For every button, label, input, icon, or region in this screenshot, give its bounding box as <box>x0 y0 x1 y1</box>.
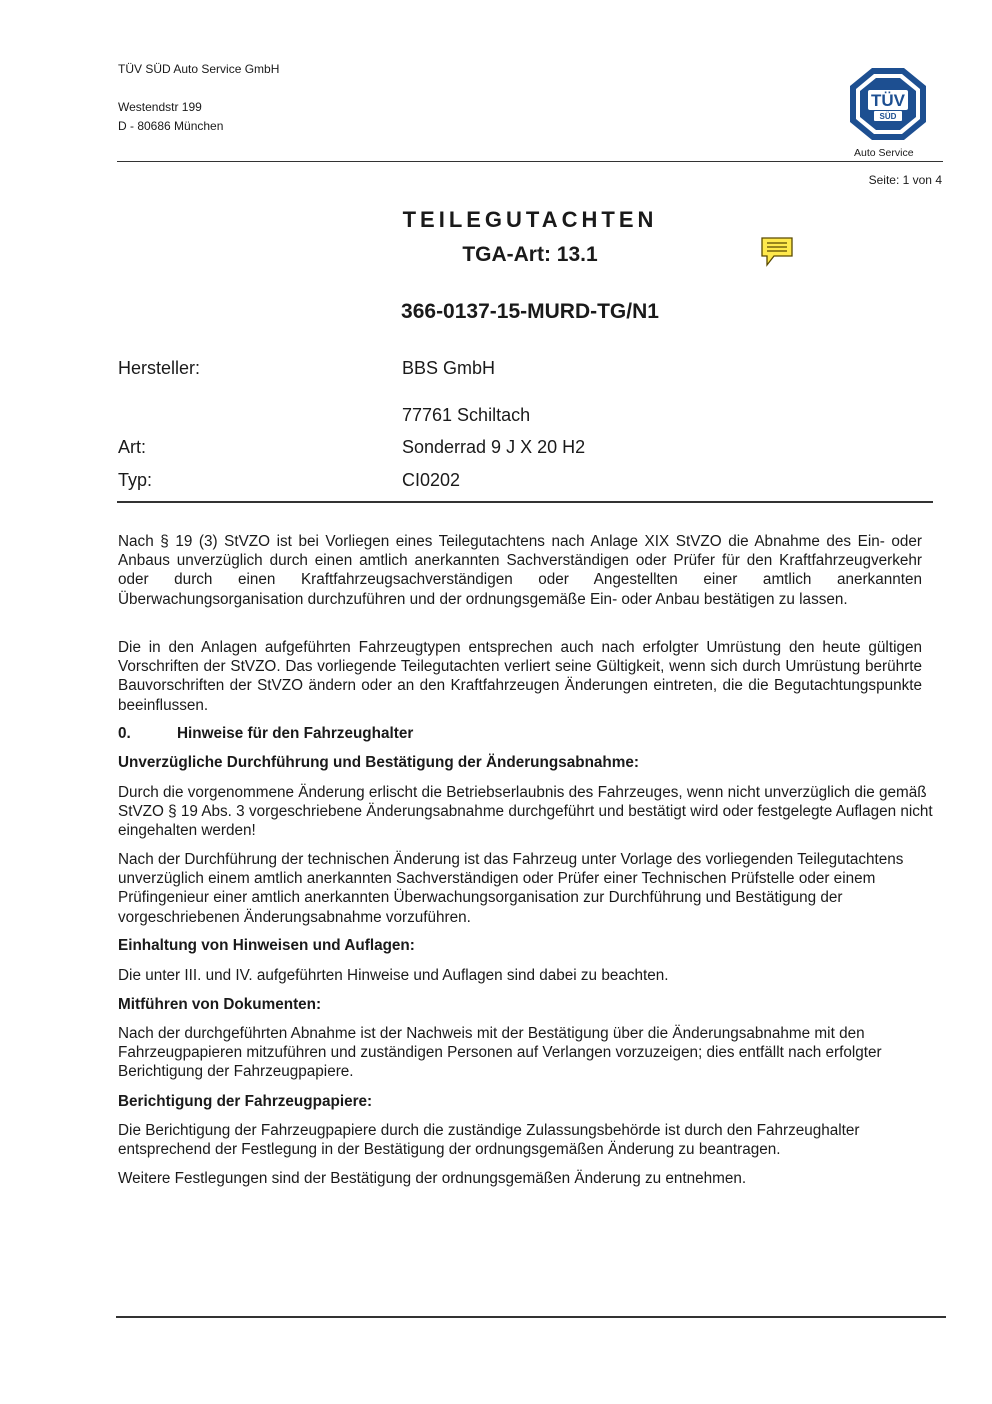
manufacturer-address: 77761 Schiltach <box>402 405 531 425</box>
paragraph-legal-basis: Nach § 19 (3) StVZO ist bei Vorliegen eines Teilegutachtens nach Anlage XIX StVZO die Abnahme des Ein- oder Anbaus unverzüglich durch einen amtlich anerkannten Sachverständigen oder Prüfer für den Kraftfahrzeugverkehr oder durch einen Kraftfahrzeugsachverständigen oder Angestellten einer amtlich anerkannten Überwachungsorganisation durchzuführen und der ordnungsgemäße Ein- oder Anbau bestätigen zu lassen. <box>118 533 922 608</box>
tga-art: TGA-Art: 13.1 <box>462 243 598 266</box>
header-divider <box>117 161 943 162</box>
svg-text:SÜD: SÜD <box>879 112 897 121</box>
page-indicator: Seite: 1 von 4 <box>868 173 942 187</box>
tuev-sued-logo <box>848 64 944 160</box>
footer-divider <box>116 1316 946 1318</box>
company-city: D - 80686 München <box>118 119 224 133</box>
art-value: Sonderrad 9 J X 20 H2 <box>402 437 586 457</box>
comment-note-icon[interactable] <box>760 236 794 268</box>
fields-divider <box>117 501 933 503</box>
manufacturer-name: BBS GmbH <box>402 358 496 378</box>
logo-caption: Auto Service <box>854 147 914 159</box>
paragraph-documents: Nach der durchgeführten Abnahme ist der Nachweis mit der Bestätigung über die Änderungsabnahme mit den Fahrzeugpapieren mitzuführen und zuständigen Personen auf Verlangen vorzuzeigen; dies entfällt nach erfolgter Berichtigung der Fahrzeugpapiere. <box>118 1025 882 1081</box>
heading-vehicle-papers: Berichtigung der Fahrzeugpapiere: <box>118 1093 373 1110</box>
paragraph-vehicle-papers: Die Berichtigung der Fahrzeugpapiere durch die zuständige Zulassungsbehörde ist durch den Fahrzeughalter entsprechend der Festlegung in der Bestätigung der ordnungsgemäßen Änderung zu beantragen. <box>118 1122 860 1159</box>
svg-text:TÜV: TÜV <box>871 91 905 110</box>
section-number: 0. <box>118 725 131 742</box>
heading-acceptance: Unverzügliche Durchführung und Bestätigung der Änderungsabnahme: <box>118 754 639 771</box>
paragraph-inspection: Nach der Durchführung der technischen Änderung ist das Fahrzeug unter Vorlage des vorliegenden Teilegutachtens unverzüglich einem amtlich anerkannten Sachverständigen oder Prüfer einer Technischen Prüfstelle oder einem Prüfingenieur einer amtlich anerkannten Überwachungsorganisation zur Durchführung und Bestätigung der vorgeschriebenen Änderungsabnahme vorzuführen. <box>118 851 904 926</box>
paragraph-validity: Die in den Anlagen aufgeführten Fahrzeugtypen entsprechen auch nach erfolgter Umrüstung den heute gültigen Vorschriften der StVZO. Das vorliegende Teilegutachten verliert seine Gültigkeit, wenn sich durch Umrüstung berührte Bauvorschriften der StVZO ändern oder an den Kraftfahrzeugen Änderungen eintreten, die die Begutachtungspunkte beeinflussen. <box>118 639 922 714</box>
manufacturer-label: Hersteller: <box>118 358 201 378</box>
paragraph-operating-permit: Durch die vorgenommene Änderung erlischt die Betriebserlaubnis des Fahrzeuges, wenn nicht unverzüglich die gemäß StVZO § 19 Abs. 3 vorgeschriebene Änderungsabnahme durchgeführt und bestätigt wird oder festgelegte Auflagen nicht eingehalten werden! <box>118 784 933 840</box>
typ-label: Typ: <box>118 470 153 490</box>
company-street: Westendstr 199 <box>118 100 202 114</box>
document-title: TEILEGUTACHTEN <box>402 207 658 232</box>
typ-value: CI0202 <box>402 470 461 490</box>
paragraph-further-terms: Weitere Festlegungen sind der Bestätigung der ordnungsgemäßen Änderung zu entnehmen. <box>118 1170 747 1187</box>
section-heading <box>118 724 922 743</box>
company-name: TÜV SÜD Auto Service GmbH <box>118 62 280 76</box>
heading-documents: Mitführen von Dokumenten: <box>118 996 322 1013</box>
art-label: Art: <box>118 437 147 457</box>
report-number: 366-0137-15-MURD-TG/N1 <box>401 300 659 323</box>
heading-conditions: Einhaltung von Hinweisen und Auflagen: <box>118 937 415 954</box>
paragraph-conditions: Die unter III. und IV. aufgeführten Hinweise und Auflagen sind dabei zu beachten. <box>118 967 669 984</box>
section-title: Hinweise für den Fahrzeughalter <box>177 725 414 742</box>
